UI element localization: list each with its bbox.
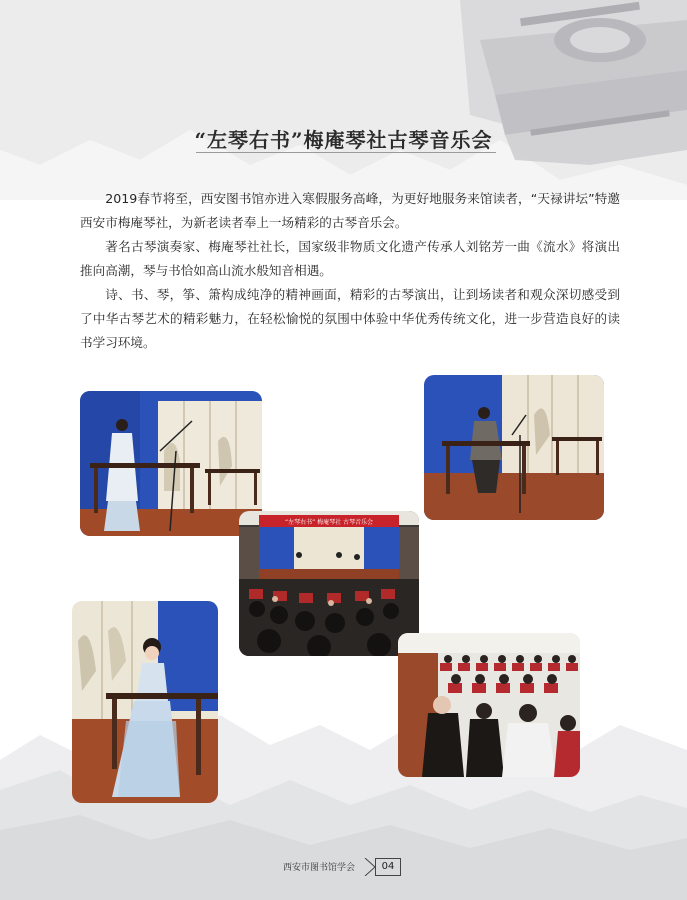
title-underline [196, 152, 496, 153]
banner-text: “左琴右书” 梅庵琴社 古琴音乐会 [284, 519, 374, 526]
photo-young-performer [72, 601, 218, 803]
paragraph-2: 著名古琴演奏家、梅庵琴社社长，国家级非物质文化遗产传承人刘铭芳一曲《流水》将演出推向高潮，琴与书恰如高山流水般知音相遇。 [80, 239, 620, 278]
article-body [80, 187, 620, 355]
photo-guqin-performer-man [424, 375, 604, 520]
photo-concert-hall [239, 511, 419, 656]
photo-audience [398, 633, 580, 777]
page-footer [283, 858, 401, 876]
page-number: 04 [375, 858, 401, 876]
article-title: “左琴右书”梅庵琴社古琴音乐会 [194, 128, 493, 152]
paragraph-3: 诗、书、琴，筝、箫构成纯净的精神画面，精彩的古琴演出，让到场读者和观众深切感受到了中华古琴艺术的精彩魅力，在轻松愉悦的氛围中体验中华优秀传统文化，进一步营造良好的读书学习环境。 [80, 287, 620, 350]
paragraph-1: 2019春节将至，西安图书馆亦进入寒假服务高峰，为更好地服务来馆读者，“天禄讲坛”特邀西安市梅庵琴社，为新老读者奉上一场精彩的古琴音乐会。 [80, 191, 620, 230]
photo-guqin-performer-woman [80, 391, 262, 536]
footer-publisher: 西安市图书馆学会 [283, 863, 356, 873]
